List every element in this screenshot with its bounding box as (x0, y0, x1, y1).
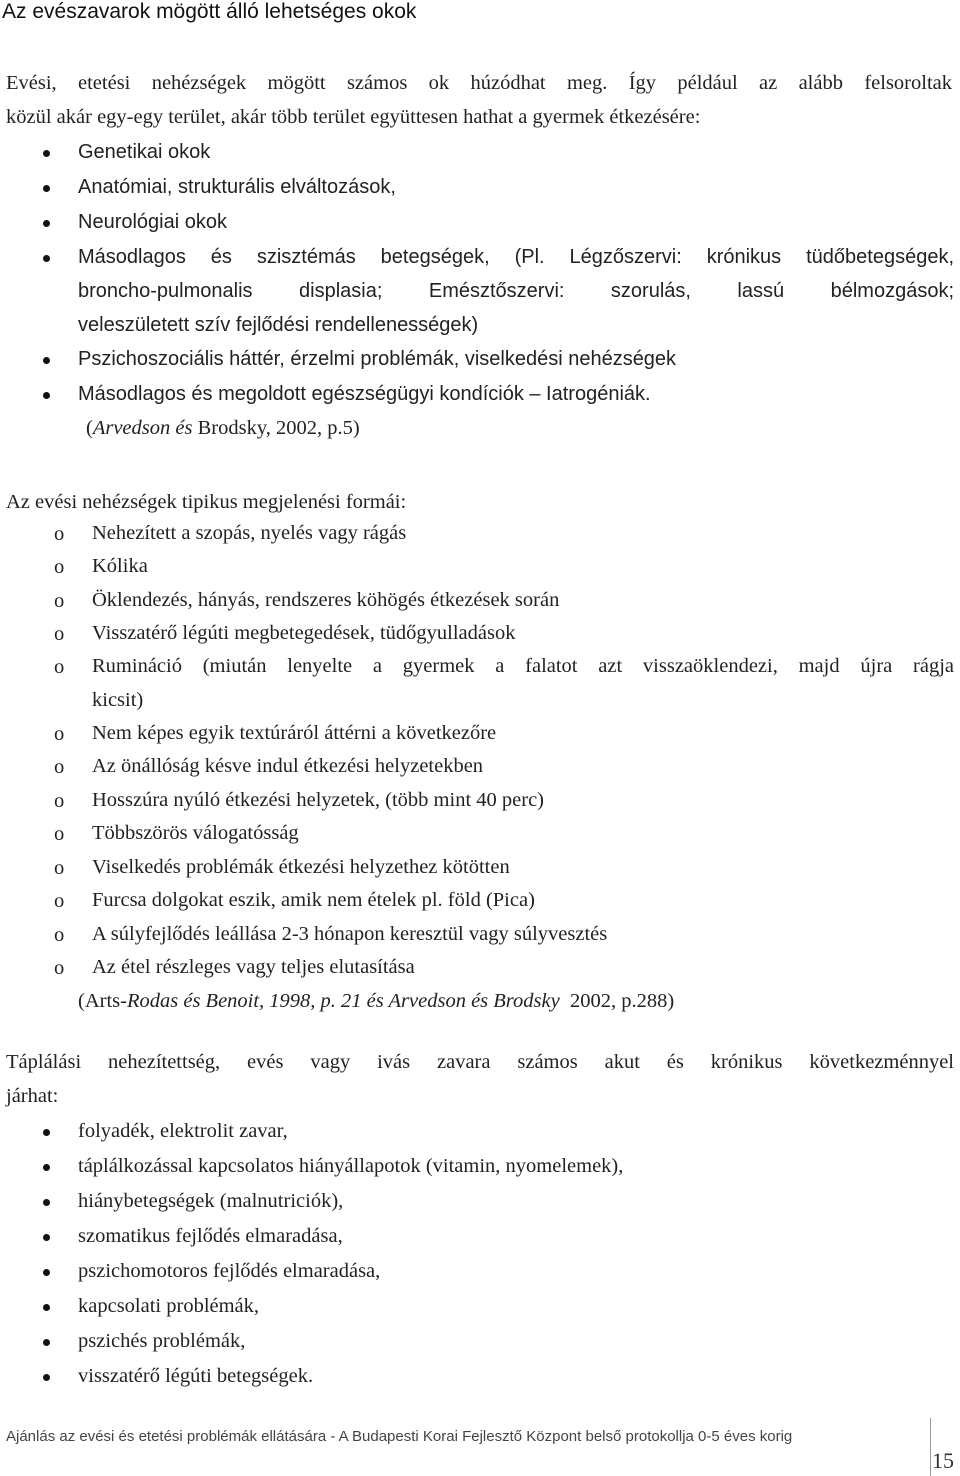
o-bullet: o (54, 823, 65, 845)
forms-heading: Az evési nehézségek tipikus megjelenési formái: (6, 491, 407, 513)
page-number: 15 (932, 1448, 954, 1473)
citation-rest: Brodsky, 2002, p.5) (192, 417, 360, 439)
form-item-2: Kólika (92, 555, 148, 577)
bullet-dot (43, 185, 50, 192)
form-item-13: Az étel részleges vagy teljes elutasítása (92, 956, 415, 978)
citation-part-a: (Arts- (78, 990, 127, 1012)
cause-item-4-line-3: veleszületett szív fejlődési rendellenességek) (78, 314, 479, 336)
cause-item-2: Anatómiai, strukturális elváltozások, (78, 176, 396, 198)
form-item-6: Nem képes egyik textúráról áttérni a következőre (92, 722, 497, 744)
form-item-3: Öklendezés, hányás, rendszeres köhögés étkezések során (92, 589, 560, 611)
form-item-11: Furcsa dolgokat eszik, amik nem ételek pl. föld (Pica) (92, 889, 535, 911)
bullet-dot (43, 357, 50, 364)
o-bullet: o (54, 924, 65, 946)
page-title: Az evészavarok mögött álló lehetséges okok (2, 0, 417, 23)
form-item-5-line-2: kicsit) (92, 689, 144, 711)
o-bullet: o (54, 590, 65, 612)
causes-citation (86, 412, 360, 446)
consequence-item-2: táplálkozással kapcsolatos hiányállapotok (vitamin, nyomelemek), (78, 1155, 624, 1177)
o-bullet: o (54, 857, 65, 879)
o-bullet: o (54, 723, 65, 745)
cause-item-3: Neurológiai okok (78, 211, 227, 233)
cause-item-4-line-1: Másodlagos és szisztémás betegségek, (Pl. Légzőszervi: krónikus tüdőbetegségek, (78, 246, 954, 268)
footer-text: Ajánlás az evési és etetési problémák ellátására - A Budapesti Korai Fejlesztő Központ belső protokollja 0-5 éves korig (6, 1428, 793, 1445)
consequences-line-2: járhat: (6, 1085, 59, 1107)
citation-italic: Rodas és Benoit, 1998, p. 21 és Arvedson és Brodsky (126, 990, 560, 1012)
o-bullet: o (54, 890, 65, 912)
o-bullet: o (54, 790, 65, 812)
form-item-9: Többszörös válogatósság (92, 822, 299, 844)
form-item-5-line-1: Rumináció (miután lenyelte a gyermek a falatot azt visszaöklendezi, majd újra rágja (92, 655, 954, 677)
intro-line-1: Evési, etetési nehézségek mögött számos ok húzódhat meg. Így például az alább felsoroltak (6, 72, 952, 94)
o-bullet: o (54, 623, 65, 645)
form-item-4: Visszatérő légúti megbetegedések, tüdőgyulladások (92, 622, 516, 644)
form-item-12: A súlyfejlődés leállása 2-3 hónapon keresztül vagy súlyvesztés (92, 923, 608, 945)
form-item-7: Az önállóság késve indul étkezési helyzetekben (92, 755, 484, 777)
bullet-dot (43, 220, 50, 227)
citation-part-b: 2002, p.288) (559, 990, 675, 1012)
bullet-dot (43, 1304, 50, 1311)
o-bullet: o (54, 523, 65, 545)
bullet-dot (43, 1199, 50, 1206)
bullet-dot (43, 392, 50, 399)
form-item-10: Viselkedés problémák étkezési helyzethez kötötten (92, 856, 510, 878)
consequence-item-5: pszichomotoros fejlődés elmaradása, (78, 1260, 381, 1282)
bullet-dot (43, 255, 50, 262)
consequence-item-3: hiánybetegségek (malnutriciók), (78, 1190, 344, 1212)
footer-divider (930, 1418, 931, 1476)
bullet-dot (43, 1234, 50, 1241)
bullet-dot (43, 1339, 50, 1346)
o-bullet: o (54, 656, 65, 678)
o-bullet: o (54, 957, 65, 979)
bullet-dot (43, 1129, 50, 1136)
consequence-item-1: folyadék, elektrolit zavar, (78, 1120, 288, 1142)
bullet-dot (43, 1374, 50, 1381)
cause-item-1: Genetikai okok (78, 141, 211, 163)
consequence-item-6: kapcsolati problémák, (78, 1295, 260, 1317)
o-bullet: o (54, 756, 65, 778)
bullet-dot (43, 1269, 50, 1276)
o-bullet: o (54, 556, 65, 578)
form-item-8: Hosszúra nyúló étkezési helyzetek, (több mint 40 perc) (92, 789, 544, 811)
bullet-dot (43, 1164, 50, 1171)
bullet-dot (43, 150, 50, 157)
citation-italic: Arvedson és (92, 417, 193, 439)
intro-line-2: közül akár egy-egy terület, akár több terület együttesen hathat a gyermek étkezésére: (6, 106, 701, 128)
forms-citation (78, 985, 674, 1019)
consequence-item-8: visszatérő légúti betegségek. (78, 1365, 314, 1387)
cause-item-5: Pszichoszociális háttér, érzelmi problémák, viselkedési nehézségek (78, 348, 677, 370)
cause-item-4-line-2: broncho-pulmonalis displasia; Emésztőszervi: szorulás, lassú bélmozgások; (78, 280, 954, 302)
consequence-item-4: szomatikus fejlődés elmaradása, (78, 1225, 343, 1247)
consequence-item-7: pszichés problémák, (78, 1330, 246, 1352)
consequences-line-1: Táplálási nehezítettség, evés vagy ivás zavara számos akut és krónikus következménnyel (6, 1051, 954, 1073)
form-item-1: Nehezített a szopás, nyelés vagy rágás (92, 522, 407, 544)
cause-item-6: Másodlagos és megoldott egészségügyi kondíciók – Iatrogéniák. (78, 383, 651, 405)
citation-open: ( (86, 417, 93, 439)
